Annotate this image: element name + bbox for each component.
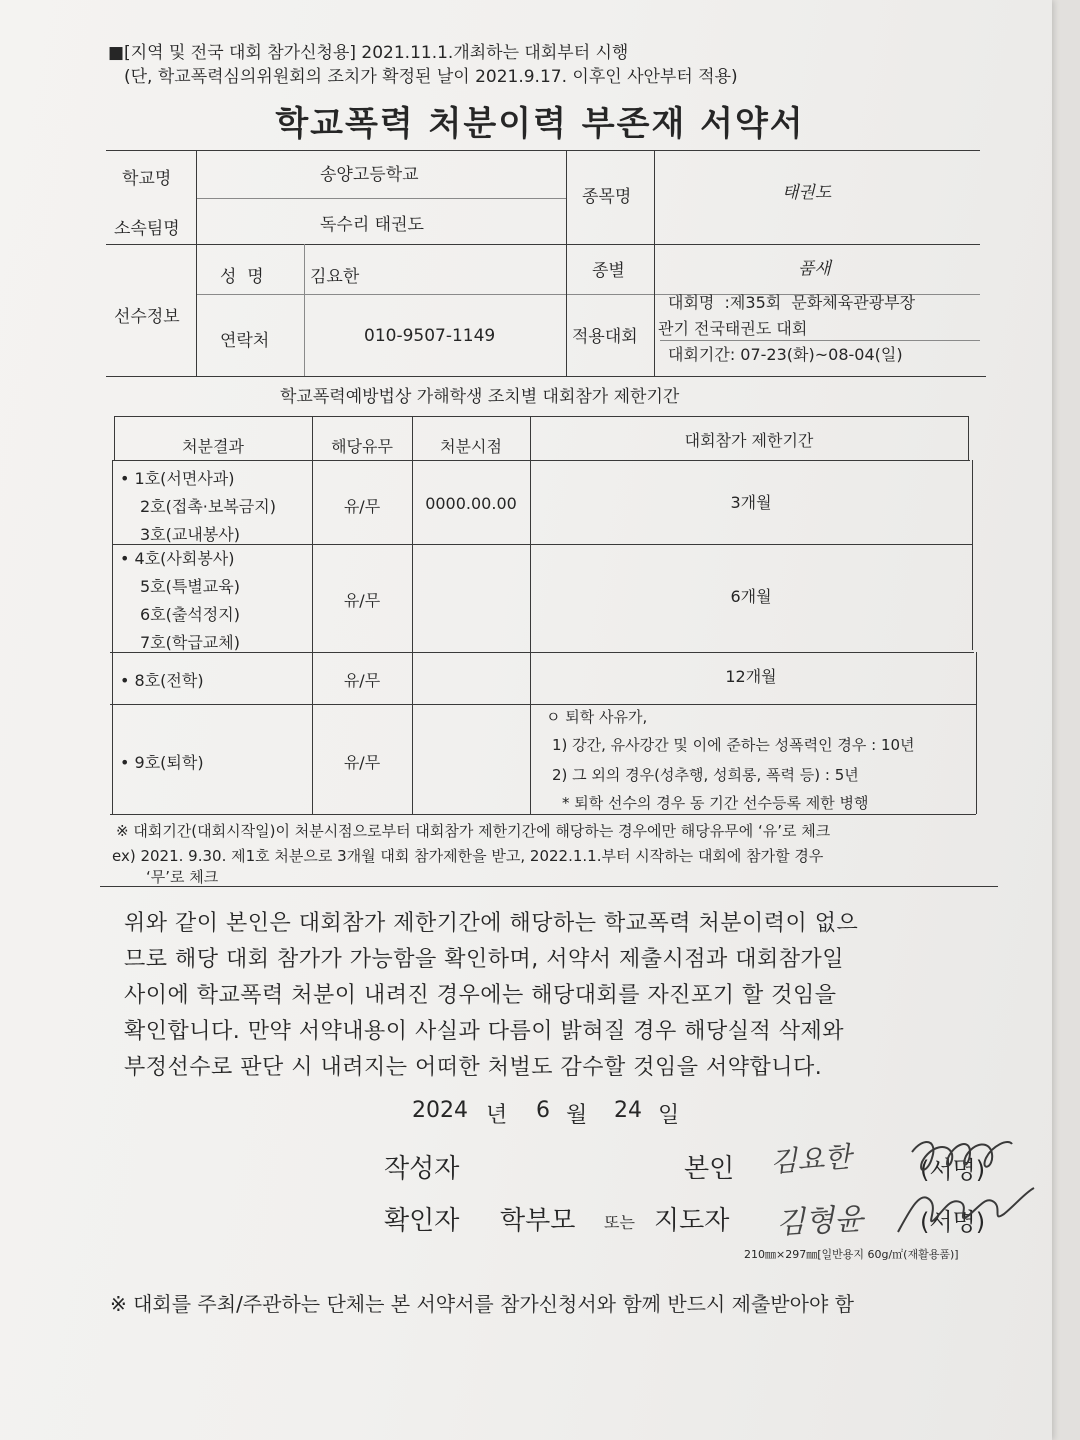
restriction-right-border [972,460,973,650]
notice-line-2: (단, 학교폭력심의위원회의 조치가 확정된 날이 2021.9.17. 이후인 사안부터 적용) [124,67,738,87]
row2-measure-2: 5호(특별교육) [140,577,240,596]
col-header-date: 처분시점 [440,437,502,456]
pledge-line-3: 사이에 학교폭력 처분이 내려진 경우에는 해당대회를 자진포기 할 것임을 [124,983,837,1008]
self-handwritten-name: 김요한 [769,1140,853,1179]
row4-period-line-1: ㅇ 퇴학 사유가, [546,708,648,726]
name-label: 성 명 [220,267,264,287]
team-label: 소속팀명 [114,219,180,239]
athlete-info-label: 선수정보 [114,307,180,327]
info-col-3 [566,150,567,376]
category-value: 품새 [798,259,831,279]
info-table-bottom [106,376,986,377]
note-line-1: ※ 대회기간(대회시작일)이 처분시점으로부터 대회참가 제한기간에 해당하는 경우에만 해당유무에 ‘유’로 체크 [116,822,831,840]
date-month-unit: 월 [566,1103,588,1128]
row2-applicable: 유/무 [343,591,381,610]
coach-label: 지도자 [654,1206,730,1236]
row1-measure-1: • 1호(서면사과) [120,469,235,488]
coach-sign-label: (서명) [920,1208,986,1236]
row3-measure-1: • 8호(전학) [120,671,204,690]
col-header-period: 대회참가 제한기간 [684,431,814,450]
row1-measure-3: 3호(교내봉사) [140,525,240,544]
restriction-heading: 학교폭력예방법상 가해학생 조치별 대회참가 제한기간 [280,387,680,407]
event-value: 태권도 [782,183,832,203]
restriction-header-bottom [112,460,970,461]
document-title: 학교폭력 처분이력 부존재 서약서 [275,104,805,144]
row4-applicable: 유/무 [343,753,381,772]
competition-name-line-2: 관기 전국태권도 대회 [658,319,808,338]
school-label: 학교명 [122,169,172,189]
info-col-4 [654,150,655,376]
self-signature-mark [900,1128,1030,1188]
row2-period: 6개월 [730,587,772,606]
restriction-right-border-bottom [976,652,977,814]
restriction-row-3-bottom [110,704,976,705]
row4-period-line-4: * 퇴학 선수의 경우 동 기간 선수등록 제한 병행 [562,794,869,812]
restriction-table-top [114,416,968,417]
pledge-line-4: 확인합니다. 만약 서약내용이 사실과 다름이 밝혀질 경우 해당실적 삭제와 [124,1019,845,1044]
restriction-col-2 [412,416,413,814]
row2-measure-3: 6호(출석정지) [140,605,240,624]
coach-signature-mark [890,1180,1040,1240]
row2-measure-4: 7호(학급교체) [140,633,240,652]
self-sign-label: (서명) [920,1156,986,1184]
row4-period-line-2: 1) 강간, 유사강간 및 이에 준하는 성폭력인 경우 : 10년 [552,736,915,754]
date-year: 2024 [412,1098,468,1123]
row2-measure-1: • 4호(사회봉사) [120,549,235,568]
name-value: 김요한 [310,267,360,287]
parent-label: 학부모 [500,1206,576,1236]
competition-divider [660,340,980,341]
row4-period-line-3: 2) 그 외의 경우(성추행, 성희롱, 폭력 등) : 5년 [552,766,859,784]
note-line-3: ‘무’로 체크 [146,868,219,886]
contact-label: 연락처 [220,331,270,351]
or-label: 또는 [604,1213,635,1232]
event-label: 종목명 [582,187,632,207]
confirmer-label: 확인자 [384,1206,460,1236]
col-header-applicable: 해당유무 [331,437,393,456]
date-day: 24 [614,1098,642,1123]
date-month: 6 [536,1098,550,1123]
pledge-line-1: 위와 같이 본인은 대회참가 제한기간에 해당하는 학교폭력 처분이력이 없으 [124,911,859,936]
info-table-top [106,150,980,151]
writer-label: 작성자 [384,1154,460,1184]
school-value: 송양고등학교 [320,165,419,185]
pledge-line-2: 므로 해당 대회 참가가 가능함을 확인하며, 서약서 제출시점과 대회참가일 [124,947,845,972]
category-label: 종별 [592,261,625,281]
team-value: 독수리 태권도 [320,215,424,235]
restriction-left-border [112,460,113,814]
competition-name-line-1: 대회명 :제35회 문화체육관광부장 [668,293,916,312]
notice-line-1: ■[지역 및 전국 대회 참가신청용] 2021.11.1.개최하는 대회부터 시행 [108,43,629,63]
info-row-divider-1 [196,198,566,199]
row1-measure-2: 2호(접촉·보복금지) [140,497,276,516]
col-header-result: 처분결과 [182,437,244,456]
pledge-line-5: 부정선수로 판단 시 내려지는 어떠한 처벌도 감수할 것임을 서약합니다. [124,1055,823,1080]
self-label: 본인 [684,1154,735,1184]
restriction-col-3 [530,416,531,814]
notes-divider [100,886,998,887]
info-col-2 [304,244,305,376]
info-col-1 [196,150,197,376]
date-year-unit: 년 [486,1103,508,1128]
competition-period: 대회기간: 07-23(화)~08-04(일) [668,345,903,364]
row3-applicable: 유/무 [343,671,381,690]
footer-note: ※ 대회를 주최/주관하는 단체는 본 서약서를 참가신청서와 함께 반드시 제출받아야 함 [110,1292,854,1316]
coach-handwritten-name: 김형윤 [775,1201,864,1242]
restriction-right-border-top [968,416,969,460]
row3-period: 12개월 [725,667,777,686]
row1-applicable: 유/무 [343,497,381,516]
row1-period: 3개월 [730,493,772,512]
note-line-2: ex) 2021. 9.30. 제1호 처분으로 3개월 대회 참가제한을 받고, 2022.1.1.부터 시작하는 대회에 참가할 경우 [112,847,824,865]
contact-value: 010-9507-1149 [364,326,496,346]
row1-date: 0000.00.00 [425,494,517,513]
paper-spec: 210㎜×297㎜[일반용지 60g/㎡(재활용품)] [744,1248,959,1261]
competition-label: 적용대회 [572,327,638,347]
info-row-divider-2 [106,244,980,245]
row4-measure-1: • 9호(퇴학) [120,753,204,772]
restriction-table-bottom [110,814,976,815]
date-day-unit: 일 [658,1103,680,1128]
restriction-row-1-bottom [112,544,972,545]
